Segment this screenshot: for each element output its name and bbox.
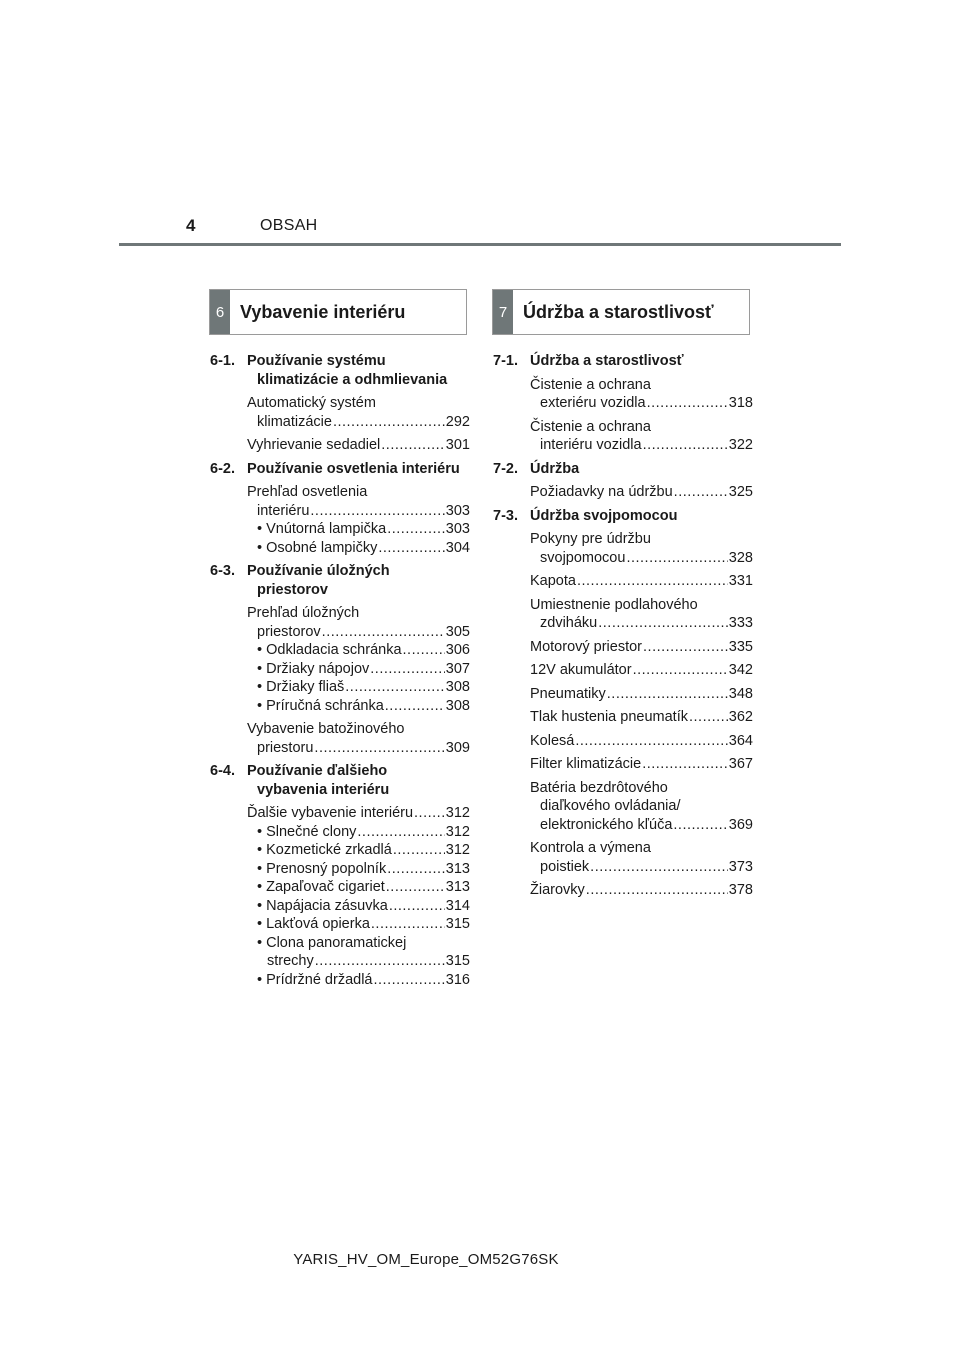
toc-subentry-line <box>257 878 470 897</box>
leader-dots <box>414 804 445 823</box>
entry-text: Pokyny pre údržbu <box>530 531 651 547</box>
entry-text: interiéru <box>257 502 310 519</box>
toc-entry-line <box>530 779 753 798</box>
header-divider <box>119 243 841 246</box>
chapter-number: 6-2. <box>210 460 235 477</box>
chapter-title-text: Používanie systému <box>247 353 386 369</box>
toc-entry-line <box>247 502 470 521</box>
toc-subentry-line <box>257 539 470 558</box>
page-ref: 316 <box>445 971 470 988</box>
entry-text: klimatizácie <box>257 413 332 430</box>
page-ref: 306 <box>445 642 470 658</box>
page-ref: 318 <box>728 395 753 411</box>
leader-dots <box>333 413 445 432</box>
header-title: OBSAH <box>260 217 318 234</box>
page-ref: 312 <box>445 842 470 858</box>
toc-entry-line <box>530 797 753 816</box>
page-number: 4 <box>186 216 196 235</box>
toc-subentry[interactable] <box>257 878 470 897</box>
entry-text: Prehľad úložných <box>247 605 360 621</box>
toc-entry-line <box>530 614 753 633</box>
page-ref: 364 <box>728 732 753 749</box>
chapter-title-line <box>247 460 470 479</box>
footer-document-id: YARIS_HV_OM_Europe_OM52G76SK <box>293 1251 559 1268</box>
entry-text: Kolesá <box>530 732 575 749</box>
chapter-title-line <box>247 781 470 800</box>
entry-text: Automatický systém <box>247 395 376 411</box>
page-ref: 335 <box>728 638 753 655</box>
entry-text: Žiarovky <box>530 882 585 898</box>
toc-entry-line <box>530 755 753 774</box>
toc-entry[interactable] <box>530 596 753 633</box>
entry-text: • Kozmetické zrkadlá <box>257 842 392 858</box>
entry-text: Batéria bezdrôtového <box>530 779 668 796</box>
entry-text: priestoru <box>257 739 314 756</box>
page-ref: 378 <box>728 882 753 898</box>
toc-subentry-list <box>210 641 470 715</box>
leader-dots <box>378 539 444 558</box>
toc-entry[interactable] <box>530 661 753 680</box>
toc-subentry[interactable] <box>257 897 470 916</box>
chapter-number: 6-4. <box>210 763 235 779</box>
chapter-title-text: Údržba <box>530 460 580 477</box>
chapter-title-line <box>247 762 470 781</box>
chapter-title-line <box>247 352 470 371</box>
toc-entry[interactable] <box>530 839 753 876</box>
leader-dots <box>389 897 445 916</box>
page-ref: 373 <box>728 858 753 875</box>
toc-subentry[interactable] <box>257 678 470 697</box>
entry-text: svojpomocou <box>540 549 626 566</box>
entry-text: • Odkladacia schránka <box>257 642 402 658</box>
entry-text: • Zapaľovač cigariet <box>257 879 385 895</box>
leader-dots <box>590 858 728 877</box>
leader-dots <box>577 572 728 591</box>
toc-entry-line <box>530 661 753 680</box>
toc-subentry-line <box>257 641 470 660</box>
toc-entry[interactable] <box>530 685 753 704</box>
toc-subentry-line <box>257 841 470 860</box>
chapter-number: 7-2. <box>493 460 518 477</box>
toc-subentry-line <box>257 678 470 697</box>
toc-entry-line <box>247 720 470 739</box>
toc-subentry-line <box>257 697 470 716</box>
toc-subentry[interactable] <box>257 641 470 660</box>
leader-dots <box>370 660 445 679</box>
leader-dots <box>586 881 728 900</box>
leader-dots <box>357 823 444 842</box>
toc-subentry-line <box>257 915 470 934</box>
chapter-heading[interactable] <box>493 352 753 371</box>
entry-text: • Lakťová opierka <box>257 916 370 932</box>
chapter-heading[interactable] <box>493 460 753 479</box>
section-6-header <box>209 289 467 335</box>
toc-entry-line <box>530 708 753 727</box>
page-ref: 303 <box>445 502 470 519</box>
toc-entry-line <box>530 376 753 395</box>
chapter-title-text: Používanie osvetlenia interiéru <box>247 460 460 477</box>
page-ref: 367 <box>728 756 753 772</box>
leader-dots <box>673 816 727 835</box>
page-ref: 309 <box>445 739 470 756</box>
entry-text: diaľkového ovládania/ <box>540 798 681 814</box>
toc-entry-line <box>247 623 470 642</box>
toc-entry-line <box>530 572 753 591</box>
chapter-heading[interactable] <box>210 352 470 389</box>
chapter-number: 6-1. <box>210 353 235 369</box>
toc-entry-line <box>530 436 753 455</box>
chapter-title-text: priestorov <box>257 581 328 598</box>
entry-text: Motorový priestor <box>530 638 643 655</box>
entry-text: • Clona panoramatickej <box>257 934 407 951</box>
toc-entry[interactable] <box>247 394 470 431</box>
chapter-title-line <box>247 562 470 581</box>
toc-entry-line <box>530 394 753 413</box>
chapter-heading[interactable] <box>493 507 753 526</box>
toc-subentry-line <box>257 934 470 953</box>
chapter-title-line <box>247 581 470 600</box>
toc-entry[interactable] <box>530 483 753 502</box>
page-ref: 305 <box>445 623 470 640</box>
entry-text: zdviháku <box>540 615 598 631</box>
leader-dots <box>633 661 728 680</box>
page-ref: 314 <box>445 897 470 914</box>
toc-entry-line <box>530 685 753 704</box>
toc-subentry[interactable] <box>257 660 470 679</box>
leader-dots <box>598 614 728 633</box>
toc-subentry[interactable] <box>257 841 470 860</box>
toc-subentry[interactable] <box>257 823 470 842</box>
page-ref: 362 <box>728 709 753 725</box>
entry-text: Čistenie a ochrana <box>530 376 651 393</box>
page-ref: 292 <box>445 413 470 430</box>
page-ref: 303 <box>445 521 470 537</box>
toc-subentry-line <box>257 660 470 679</box>
toc-entry-line <box>530 549 753 568</box>
page-ref: 301 <box>445 437 470 453</box>
page-ref: 312 <box>445 823 470 840</box>
entry-text: Vybavenie batožinového <box>247 721 405 737</box>
toc-subentry[interactable] <box>257 934 470 971</box>
page-ref: 328 <box>728 549 753 566</box>
toc-entry[interactable] <box>247 436 470 455</box>
page-ref: 331 <box>728 573 753 589</box>
entry-text: priestorov <box>257 623 321 640</box>
section-number-badge: 6 <box>210 290 230 334</box>
page-ref: 348 <box>728 685 753 702</box>
entry-text: • Slnečné clony <box>257 823 357 840</box>
chapter-title-text: Používanie ďalšieho <box>247 763 388 779</box>
toc-entry[interactable] <box>530 881 753 900</box>
toc-entry[interactable] <box>247 720 470 757</box>
toc-entry-line <box>247 436 470 455</box>
entry-text: exteriéru vozidla <box>540 395 646 411</box>
page-ref: 313 <box>445 879 470 895</box>
chapter-number: 7-1. <box>493 353 518 369</box>
chapter-title-line <box>530 507 753 526</box>
toc-subentry-line <box>257 897 470 916</box>
toc-entry[interactable] <box>530 755 753 774</box>
toc-subentry-line <box>257 860 470 879</box>
leader-dots <box>386 878 445 897</box>
section-number-badge: 7 <box>493 290 513 334</box>
toc-entry[interactable] <box>247 604 470 641</box>
leader-dots <box>647 394 728 413</box>
leader-dots <box>575 732 727 751</box>
page-ref: 307 <box>445 660 470 677</box>
toc-entry[interactable] <box>247 483 470 520</box>
page-ref: 325 <box>728 484 753 500</box>
leader-dots <box>674 483 728 502</box>
chapter-heading[interactable] <box>210 460 470 479</box>
toc-subentry[interactable] <box>257 520 470 539</box>
leader-dots <box>310 502 444 521</box>
toc-subentry-line <box>257 971 470 990</box>
chapter-heading[interactable] <box>210 762 470 799</box>
chapter-number: 6-3. <box>210 563 235 579</box>
toc-entry[interactable] <box>530 376 753 413</box>
toc-entry[interactable] <box>530 572 753 591</box>
entry-text: elektronického kľúča <box>540 816 673 833</box>
toc-subentry-line <box>257 520 470 539</box>
page-ref: 304 <box>445 539 470 556</box>
entry-text: Čistenie a ochrana <box>530 418 651 435</box>
section-7-header <box>492 289 750 335</box>
toc-entry-line <box>247 604 470 623</box>
leader-dots <box>642 755 728 774</box>
leader-dots <box>385 697 445 716</box>
entry-text: Prehľad osvetlenia <box>247 484 368 500</box>
toc-entry-line <box>530 881 753 900</box>
entry-text: Tlak hustenia pneumatík <box>530 709 688 725</box>
toc-subentry-list <box>210 520 470 557</box>
toc-entry-line <box>530 483 753 502</box>
leader-dots <box>626 549 727 568</box>
chapter-title-text: Údržba a starostlivosť <box>530 353 684 369</box>
entry-text: poistiek <box>540 858 590 875</box>
page-ref: 333 <box>728 615 753 631</box>
leader-dots <box>374 971 445 990</box>
page-ref: 322 <box>728 437 753 453</box>
chapter-title-text: Údržba svojpomocou <box>530 507 678 524</box>
chapter-title-text: Používanie úložných <box>247 563 390 579</box>
toc-entry-line <box>530 530 753 549</box>
toc-entry-line <box>247 394 470 413</box>
entry-text: • Prenosný popolník <box>257 860 387 877</box>
page-ref: 312 <box>445 805 470 821</box>
chapter-number: 7-3. <box>493 507 518 524</box>
page-ref: 315 <box>445 953 470 969</box>
entry-text: • Prídržné držadlá <box>257 971 373 988</box>
toc-entry[interactable] <box>247 804 470 823</box>
toc-entry-line <box>530 839 753 858</box>
toc-entry[interactable] <box>530 779 753 835</box>
page-ref: 315 <box>445 916 470 932</box>
toc-subentry[interactable] <box>257 539 470 558</box>
toc-entry-line <box>530 732 753 751</box>
leader-dots <box>371 915 445 934</box>
toc-entry[interactable] <box>530 638 753 657</box>
entry-text: • Vnútorná lampička <box>257 521 387 537</box>
entry-text: Kontrola a výmena <box>530 840 651 856</box>
entry-text: Vyhrievanie sedadiel <box>247 437 381 453</box>
toc-subentry[interactable] <box>257 860 470 879</box>
section-title: Vybavenie interiéru <box>240 301 406 322</box>
entry-text: Ďalšie vybavenie interiéru <box>247 805 414 821</box>
toc-entry[interactable] <box>530 530 753 567</box>
toc-entry-line <box>530 858 753 877</box>
leader-dots <box>643 436 728 455</box>
entry-text: • Príručná schránka <box>257 697 384 714</box>
chapter-title-line <box>530 352 753 371</box>
toc-subentry[interactable] <box>257 697 470 716</box>
leader-dots <box>381 436 445 455</box>
page-ref: 308 <box>445 697 470 714</box>
leader-dots <box>403 641 445 660</box>
chapter-title-line <box>247 371 470 390</box>
entry-text: Požiadavky na údržbu <box>530 484 673 500</box>
leader-dots <box>345 678 445 697</box>
page-ref: 308 <box>445 679 470 695</box>
entry-text: Umiestnenie podlahového <box>530 596 698 613</box>
toc-entry-line <box>530 418 753 437</box>
chapter-title-text: vybavenia interiéru <box>257 781 390 798</box>
leader-dots <box>393 841 445 860</box>
section-title: Údržba a starostlivosť <box>523 301 714 322</box>
entry-text: Filter klimatizácie <box>530 756 642 772</box>
leader-dots <box>322 623 445 642</box>
toc-subentry-list <box>210 823 470 990</box>
leader-dots <box>315 952 445 971</box>
toc-subentry-line <box>257 823 470 842</box>
entry-text: • Napájacia zásuvka <box>257 897 388 914</box>
entry-text: interiéru vozidla <box>540 437 642 453</box>
page-footer <box>0 1251 960 1268</box>
toc-subentry[interactable] <box>257 971 470 990</box>
leader-dots <box>387 860 445 879</box>
entry-text: • Osobné lampičky <box>257 539 378 556</box>
page-ref: 342 <box>728 662 753 678</box>
toc-entry-line <box>247 483 470 502</box>
entry-text: 12V akumulátor <box>530 662 632 678</box>
entry-text: • Držiaky fliaš <box>257 679 345 695</box>
leader-dots <box>387 520 445 539</box>
leader-dots <box>607 685 728 704</box>
page-ref: 313 <box>445 860 470 877</box>
toc-entry-line <box>530 596 753 615</box>
toc-entry-line <box>530 816 753 835</box>
leader-dots <box>314 739 444 758</box>
toc-column-section-7 <box>493 352 753 905</box>
toc-subentry-line <box>257 952 470 971</box>
entry-text: strechy <box>267 953 314 969</box>
entry-text: Kapota <box>530 573 576 589</box>
entry-text: • Držiaky nápojov <box>257 660 370 677</box>
leader-dots <box>643 638 728 657</box>
toc-column-section-6 <box>210 352 470 994</box>
chapter-title-line <box>530 460 753 479</box>
page-ref: 369 <box>728 816 753 833</box>
toc-entry-line <box>247 804 470 823</box>
chapter-heading[interactable] <box>210 562 470 599</box>
toc-entry[interactable] <box>530 708 753 727</box>
toc-subentry[interactable] <box>257 915 470 934</box>
leader-dots <box>689 708 728 727</box>
toc-entry-line <box>247 739 470 758</box>
toc-entry[interactable] <box>530 732 753 751</box>
toc-entry[interactable] <box>530 418 753 455</box>
entry-text: Pneumatiky <box>530 685 606 702</box>
chapter-title-text: klimatizácie a odhmlievania <box>257 371 448 388</box>
toc-entry-line <box>530 638 753 657</box>
toc-entry-line <box>247 413 470 432</box>
